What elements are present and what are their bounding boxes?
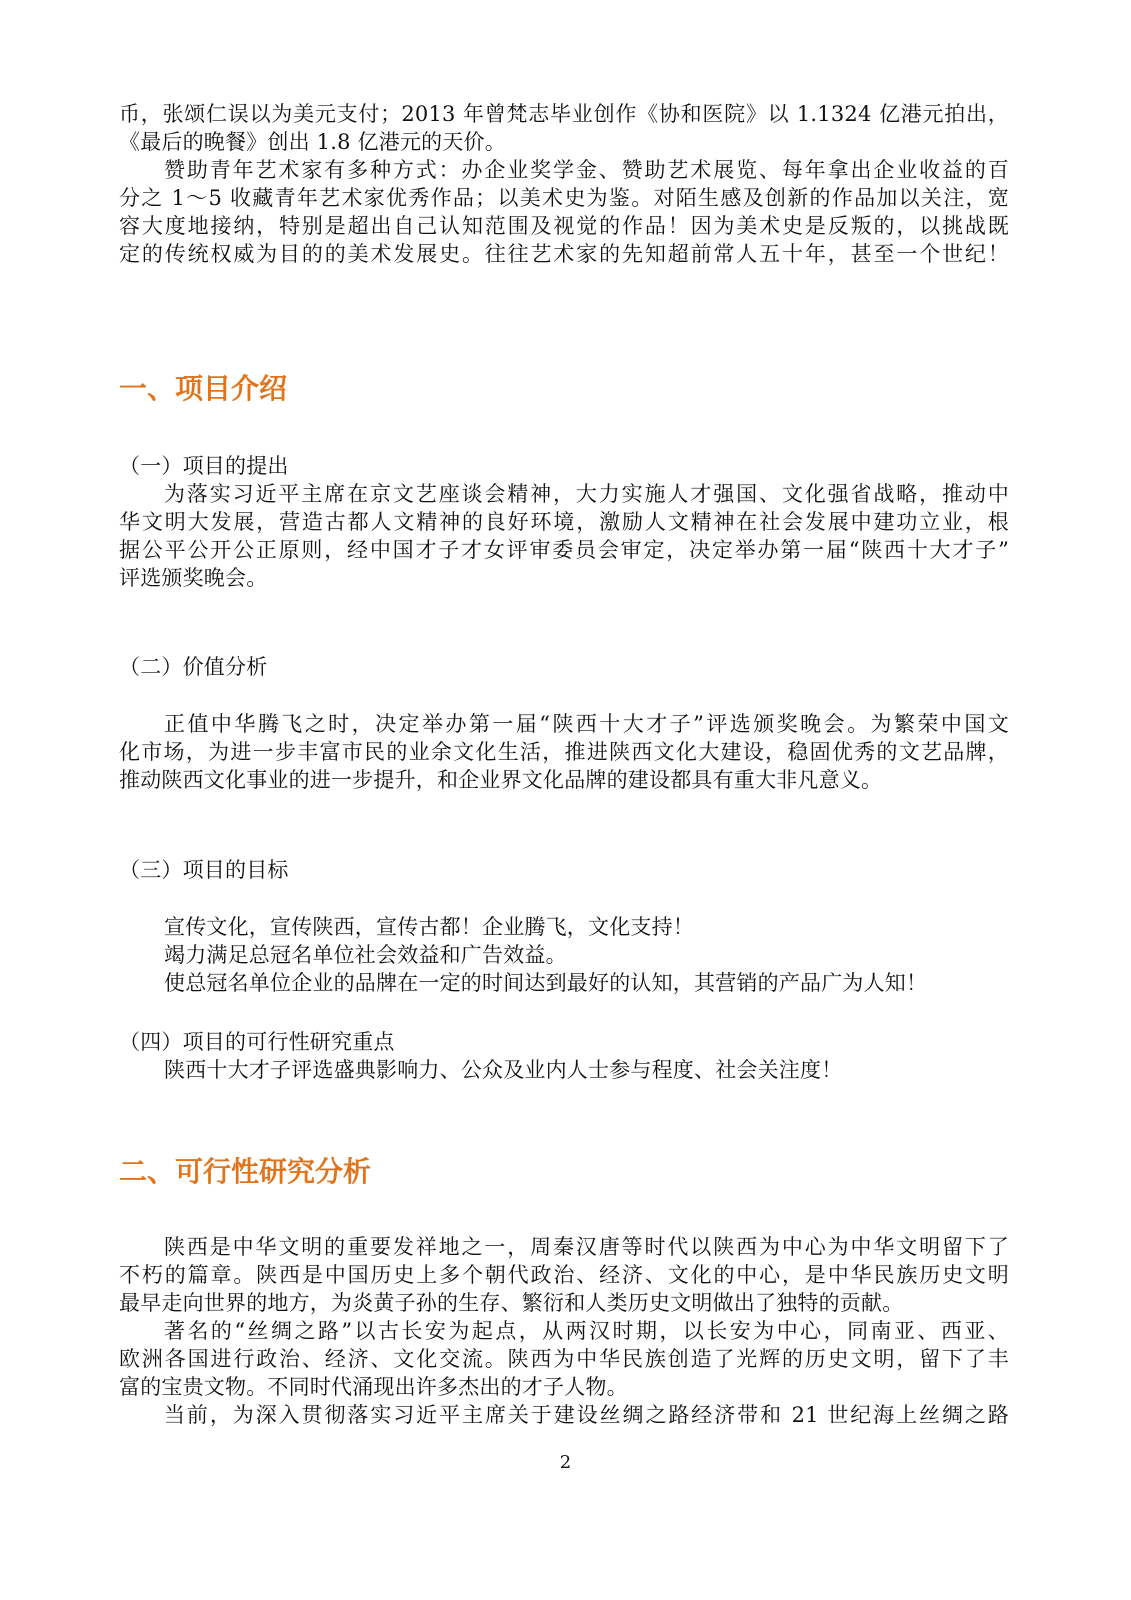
sub1-line-2: 华文明大发展，营造古都人文精神的良好环境，激励人文精神在社会发展中建功立业，根 bbox=[119, 510, 1009, 534]
page-number: 2 bbox=[559, 1452, 572, 1473]
section-heading-feasibility: 二、可行性研究分析 bbox=[119, 1155, 372, 1188]
subsection-title-1: （一）项目的提出 bbox=[119, 454, 289, 478]
intro-line-3: 赞助青年艺术家有多种方式：办企业奖学金、赞助艺术展览、每年拿出企业收益的百 bbox=[164, 158, 1009, 182]
section-heading-project-intro: 一、项目介绍 bbox=[119, 372, 288, 405]
sub3-line-3: 使总冠名单位企业的品牌在一定的时间达到最好的认知，其营销的产品广为人知！ bbox=[164, 971, 928, 995]
sub2-line-1: 正值中华腾飞之时，决定举办第一届“陕西十大才子”评选颁奖晚会。为繁荣中国文 bbox=[164, 712, 1009, 736]
sec2-line-7: 当前，为深入贯彻落实习近平主席关于建设丝绸之路经济带和 21 世纪海上丝绸之路 bbox=[164, 1403, 1009, 1427]
sec2-line-3: 最早走向世界的地方，为炎黄子孙的生存、繁衍和人类历史文明做出了独特的贡献。 bbox=[119, 1291, 904, 1315]
intro-line-5: 容大度地接纳，特别是超出自己认知范围及视觉的作品！因为美术史是反叛的，以挑战既 bbox=[119, 214, 1009, 238]
intro-line-6: 定的传统权威为目的的美术发展史。往往艺术家的先知超前常人五十年，甚至一个世纪！ bbox=[119, 242, 1009, 266]
sub1-line-4: 评选颁奖晚会。 bbox=[119, 566, 268, 590]
sub1-line-3: 据公平公开公正原则，经中国才子才女评审委员会审定，决定举办第一届“陕西十大才子” bbox=[119, 538, 1009, 562]
subsection-title-4: （四）项目的可行性研究重点 bbox=[119, 1030, 395, 1054]
sec2-line-1: 陕西是中华文明的重要发祥地之一，周秦汉唐等时代以陕西为中心为中华文明留下了 bbox=[164, 1235, 1009, 1259]
intro-line-1: 币，张颂仁误以为美元支付；2013 年曾梵志毕业创作《协和医院》以 1.1324 亿港元拍出， bbox=[119, 102, 1009, 126]
sec2-line-6: 富的宝贵文物。不同时代涌现出许多杰出的才子人物。 bbox=[119, 1375, 628, 1399]
sec2-line-4: 著名的“丝绸之路”以古长安为起点，从两汉时期，以长安为中心，同南亚、西亚、 bbox=[164, 1319, 1009, 1343]
intro-line-2: 《最后的晚餐》创出 1.8 亿港元的天价。 bbox=[119, 130, 506, 154]
sub2-line-2: 化市场，为进一步丰富市民的业余文化生活，推进陕西文化大建设，稳固优秀的文艺品牌， bbox=[119, 740, 1009, 764]
sub3-line-1: 宣传文化，宣传陕西，宣传古都！企业腾飞，文化支持！ bbox=[164, 915, 694, 939]
sub2-line-3: 推动陕西文化事业的进一步提升，和企业界文化品牌的建设都具有重大非凡意义。 bbox=[119, 768, 883, 792]
sub4-line-1: 陕西十大才子评选盛典影响力、公众及业内人士参与程度、社会关注度！ bbox=[164, 1058, 843, 1082]
subsection-title-3: （三）项目的目标 bbox=[119, 858, 289, 882]
sec2-line-2: 不朽的篇章。陕西是中国历史上多个朝代政治、经济、文化的中心，是中华民族历史文明 bbox=[119, 1263, 1009, 1287]
sub3-line-2: 竭力满足总冠名单位社会效益和广告效益。 bbox=[164, 943, 567, 967]
intro-line-4: 分之 1～5 收藏青年艺术家优秀作品；以美术史为鉴。对陌生感及创新的作品加以关注，宽 bbox=[119, 186, 1009, 210]
subsection-title-2: （二）价值分析 bbox=[119, 655, 268, 679]
sub1-line-1: 为落实习近平主席在京文艺座谈会精神，大力实施人才强国、文化强省战略，推动中 bbox=[164, 482, 1009, 506]
sec2-line-5: 欧洲各国进行政治、经济、文化交流。陕西为中华民族创造了光辉的历史文明，留下了丰 bbox=[119, 1347, 1009, 1371]
